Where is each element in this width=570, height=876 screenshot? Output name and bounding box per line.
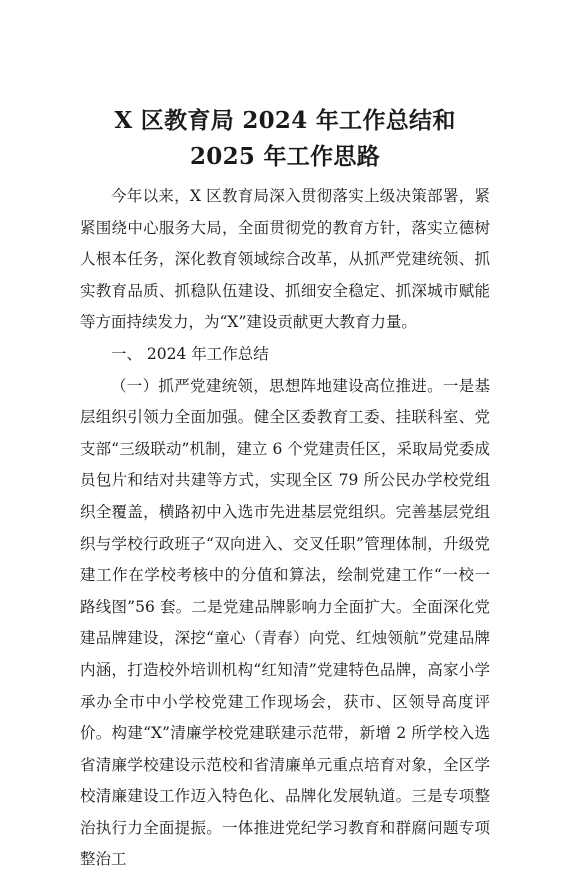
section-heading-2024-summary: 一、 2024 年工作总结 xyxy=(111,344,269,363)
document-title: X 区教育局 2024 年工作总结和 2025 年工作思路 xyxy=(114,107,456,170)
section-paragraph-party-building: （一）抓严党建统领，思想阵地建设高位推进。一是基层组织引领力全面加强。健全区委教育工委、挂联科室、党支部“三级联动”机制，建立 6 个党建责任区，采取局党委成员包片和结对共建等方式，实现全区 79 所公民办学校党组织全覆盖，横路初中入选市先进基层党组织。完善基层党组织与学校行政班子“双向进入、交叉任职”管理体制，升级党建工作在学校考核中的分值和算法，绘制党建工作“一校一路线图”56 套。二是党建品牌影响力全面扩大。全面深化党建品牌建设，深挖“童心（青春）向党、红烛领航”党建品牌内涵，打造校外培训机构“红知清”党建特色品牌，高家小学承办全市中小学校党建工作现场会，获市、区领导高度评价。构建“X”清廉学校党建联建示范带，新增 2 所学校入选省清廉学校建设示范校和省清廉单元重点培育对象，全区学校清廉建设工作迈入特色化、品牌化发展轨道。三是专项整治执行力全面提振。一体推进党纪学习教育和群腐问题专项整治工 xyxy=(80,376,490,869)
intro-paragraph: 今年以来，X 区教育局深入贯彻落实上级决策部署，紧紧围绕中心服务大局，全面贯彻党的教育方针，落实立德树人根本任务，深化教育领域综合改革，从抓严党建统领、抓实教育品质、抓稳队伍建设、抓细安全稳定、抓深城市赋能等方面持续发力，为“X”建设贡献更大教育力量。 xyxy=(80,187,490,332)
